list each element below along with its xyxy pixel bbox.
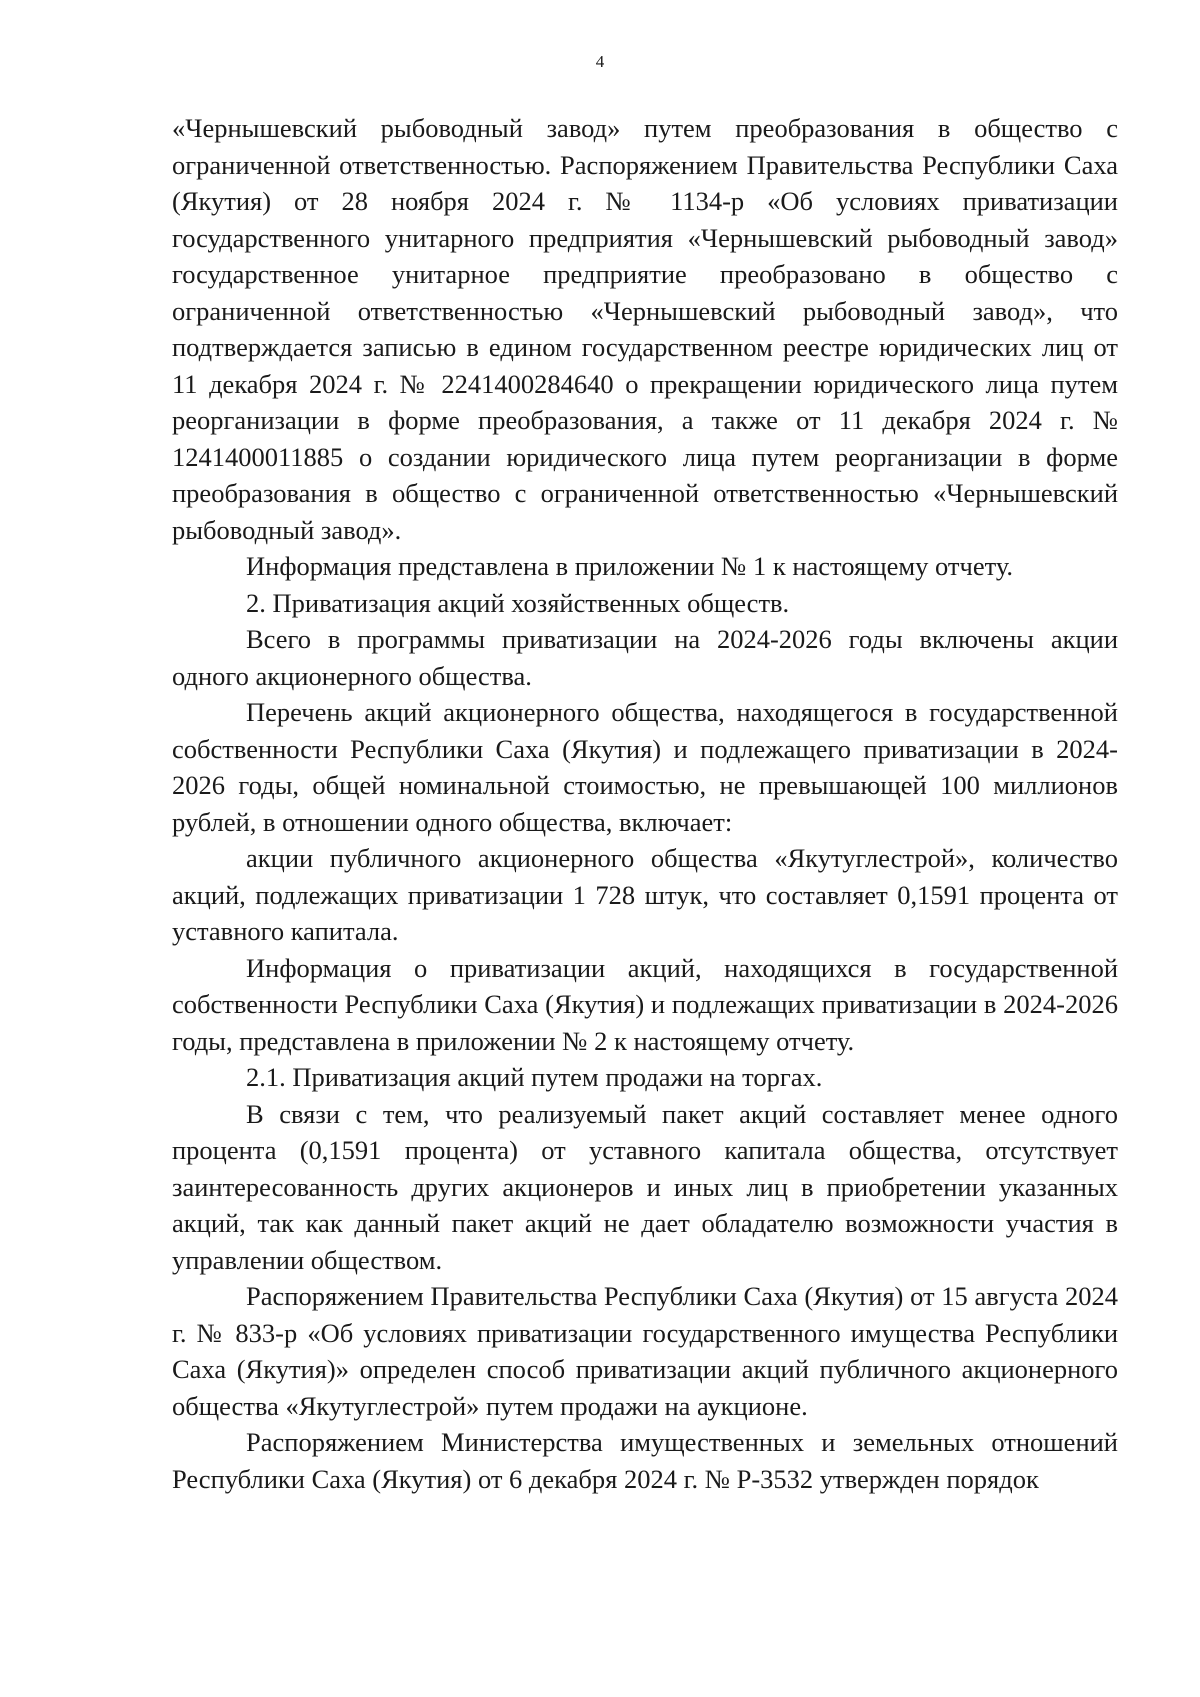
section-heading-2-1: 2.1. Приватизация акций путем продажи на торгах. xyxy=(246,1062,823,1092)
paragraph-appendix-2-reference: Информация о приватизации акций, находящихся в государственной собственности Республики Саха (Якутия) и подлежащих приватизации в 2024-2026 годы, представлена в приложении № 2 к настоящему отчету. xyxy=(172,952,1118,1056)
section-heading-2: 2. Приватизация акций хозяйственных обществ. xyxy=(246,587,790,618)
paragraph-yakutuglestroy-shares: акции публичного акционерного общества «Якутуглестрой», количество акций, подлежащих приватизации 1 728 штук, что составляет 0,1591 процента от уставного капитала. xyxy=(172,843,1118,946)
paragraph-continuation: «Чернышевский рыбоводный завод» путем преобразования в общество с ограниченной ответственностью. Распоряжением Правительства Республики Саха (Якутия) от 28 ноября 2024 г. № 1134-р «Об условиях приватизации государственного унитарного предприятия «Чернышевский рыбоводный завод» государственное унитарное предприятие преобразовано в общество с ограниченной ответственностью «Чернышевский рыбоводный завод», что подтверждается записью в едином государственном реестре юридических лиц от 11 декабря 2024 г. № 2241400284640 о прекращении юридического лица путем реорганизации в форме преобразования, а также от 11 декабря 2024 г. № 1241400011885 о создании юридического лица путем реорганизации в форме преобразования в общество с ограниченной ответственностью «Чернышевский рыбоводный завод». xyxy=(172,113,1118,545)
paragraph-share-package: В связи с тем, что реализуемый пакет акций составляет менее одного процента (0,1591 процента) от уставного капитала общества, отсутствует заинтересованность других акционеров и иных лиц в приобретении указанных акций, так как данный пакет акций не дает обладателю возможности участия в управлении обществом. xyxy=(172,1098,1118,1275)
page-number: 4 xyxy=(595,52,605,71)
paragraph-government-order: Распоряжением Правительства Республики Саха (Якутия) от 15 августа 2024 г. № 833-р «Об условиях приватизации государственного имущества Республики Саха (Якутия)» определен способ приватизации акций публичного акционерного общества «Якутуглестрой» путем продажи на аукционе. xyxy=(172,1281,1118,1421)
paragraph-appendix-1-reference: Информация представлена в приложении № 1 к настоящему отчету. xyxy=(246,551,1014,581)
paragraph-shares-list: Перечень акций акционерного общества, находящегося в государственной собственности Республики Саха (Якутия) и подлежащего приватизации в 2024-2026 годы, общей номинальной стоимостью, не превышающей 100 миллионов рублей, в отношении одного общества, включает: xyxy=(172,697,1118,837)
paragraph-ministry-order: Распоряжением Министерства имущественных и земельных отношений Республики Саха (Якутия) от 6 декабря 2024 г. № Р-3532 утвержден порядок xyxy=(172,1427,1118,1494)
document-body xyxy=(172,110,1118,1497)
paragraph-program-shares: Всего в программы приватизации на 2024-2026 годы включены акции одного акционерного общества. xyxy=(172,624,1118,691)
